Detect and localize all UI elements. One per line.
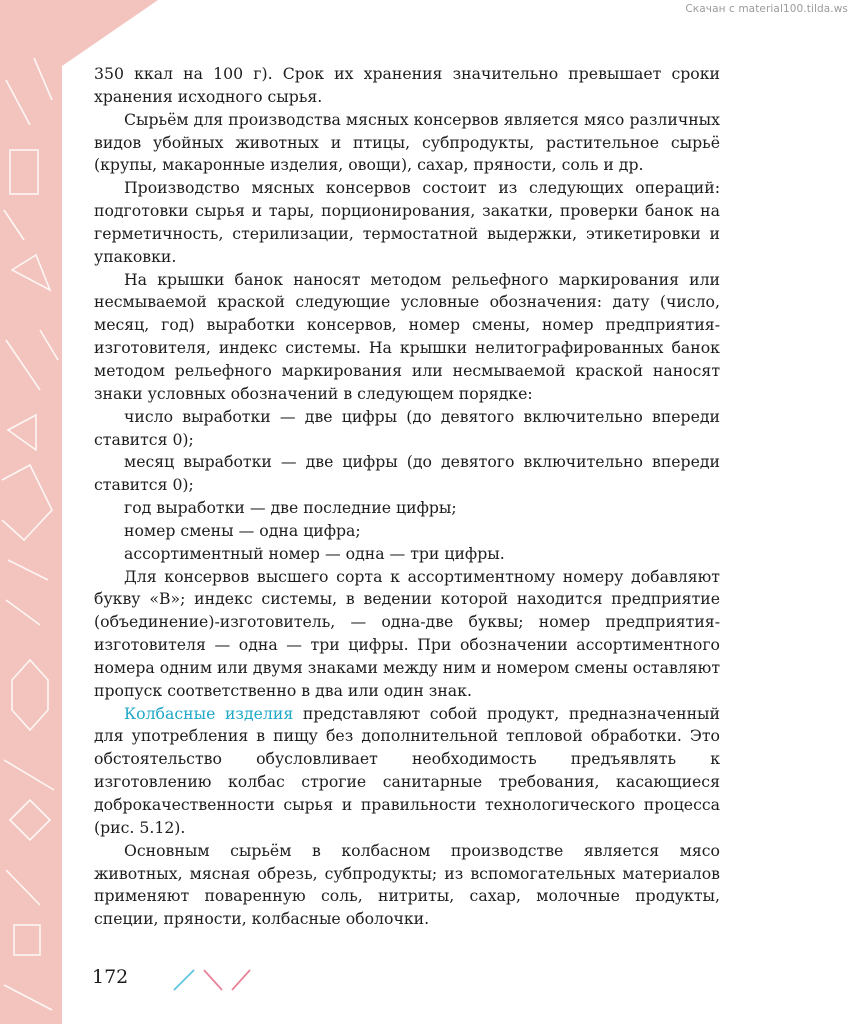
paragraph-can-marking: На крышки банок наносят методом рельефного маркирования или несмываемой краской следующие условные обозначения: дату (число, месяц, год) выработки консервов, номер смены, номер предприятия-изготовителя, индекс системы. На крышки нелитографированных банок методом рельефного маркирования или несмываемой краской наносят знаки условных обозначений в следующем порядке: [94, 269, 720, 403]
decorative-side-stripe [0, 0, 62, 1024]
decorative-corner [62, 0, 158, 66]
term-sausage-products: Колбасные изделия [124, 703, 294, 723]
list-item-day: число выработки — две цифры (до девятого включительно впереди ставится 0); [94, 406, 720, 449]
page-body [94, 63, 720, 931]
list-item-assortment: ассортиментный номер — одна — три цифры. [124, 543, 505, 563]
geometric-pattern-icon [0, 0, 62, 1024]
page-decoration-icon [170, 964, 260, 994]
list-item-shift: номер смены — одна цифра; [124, 520, 361, 540]
paragraph-raw-materials: Сырьём для производства мясных консервов является мясо различных видов убойных животных и птицы, субпродукты, растительное сырьё (крупы, макаронные изделия, овощи), сахар, пряности, соль и др. [94, 109, 720, 175]
paragraph-sausage-raw-materials: Основным сырьём в колбасном производстве является мясо животных, мясная обрезь, субпродукты; из вспомогательных материалов применяют поваренную соль, нитриты, сахар, молочные продукты, специи, пряности, колбасные оболочки. [94, 840, 720, 929]
list-item-year: год выработки — две последние цифры; [124, 498, 457, 518]
page-number: 172 [92, 966, 129, 988]
download-watermark: Скачан с material100.tilda.ws [685, 3, 848, 15]
paragraph-sausage-products [94, 703, 720, 840]
paragraph-premium-grade: Для консервов высшего сорта к ассортиментному номеру добавляют букву «В»; индекс системы, в ведении которой находится предприятие (объединение)-изготовитель, — одна-две буквы; номер предприятия-изготовителя — одна — три цифры. При обозначении ассортиментного номера одним или двумя знаками между ним и номером смены оставляют пропуск соответственно в два или один знак. [94, 566, 720, 700]
list-item-month: месяц выработки — две цифры (до девятого включительно впереди ставится 0); [94, 452, 720, 495]
paragraph-continuation: 350 ккал на 100 г). Срок их хранения значительно превышает сроки хранения исходного сырья. [94, 64, 720, 106]
paragraph-sausage-text: представляют собой продукт, предназначенный для употребления в пищу без дополнительной тепловой обработки. Это обстоятельство обусловливает необходимость предъявлять к изготовлению колбас строгие санитарные требования, касающиеся доброкачественности сырья и правильности технологического процесса (рис. 5.12). [94, 703, 720, 837]
paragraph-operations: Производство мясных консервов состоит из следующих операций: подготовки сырья и тары, порционирования, закатки, проверки банок на герметичность, стерилизации, термостатной выдержки, этикетировки и упаковки. [94, 178, 720, 266]
